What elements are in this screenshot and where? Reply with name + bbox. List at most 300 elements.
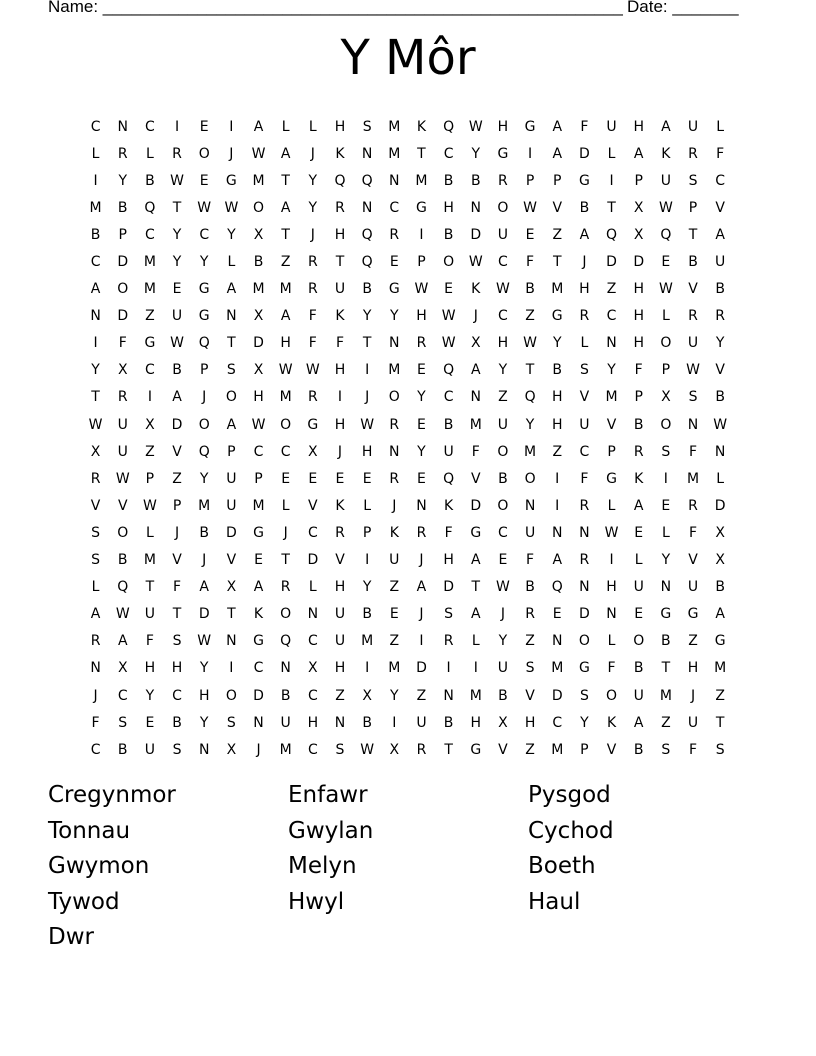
grid-cell: E [335, 470, 345, 487]
grid-cell: S [715, 741, 725, 758]
grid-cell: V [226, 552, 237, 569]
grid-row [82, 547, 734, 574]
grid-cell: J [310, 226, 315, 243]
grid-cell: B [715, 579, 725, 596]
grid-row [82, 384, 734, 411]
grid-cell: A [416, 579, 427, 596]
grid-cell: M [279, 281, 292, 298]
grid-cell: M [198, 497, 211, 514]
grid-cell: K [253, 606, 264, 623]
grid-cell: E [661, 254, 671, 271]
grid-cell: K [335, 145, 345, 162]
grid-cell: Y [227, 226, 236, 243]
grid-cell: F [526, 552, 535, 569]
grid-cell: E [145, 714, 155, 731]
grid-cell: E [634, 606, 644, 623]
grid-cell: U [497, 416, 509, 433]
grid-cell: F [688, 524, 698, 541]
grid-cell: O [443, 254, 455, 271]
grid-cell: C [498, 524, 508, 541]
grid-cell: N [198, 741, 210, 758]
grid-cell: O [253, 199, 265, 216]
grid-cell: U [226, 497, 237, 514]
grid-cell: R [688, 145, 698, 162]
grid-cell: N [606, 606, 617, 623]
grid-cell: A [579, 226, 590, 243]
grid-cell: N [606, 335, 617, 352]
grid-cell: G [578, 660, 590, 677]
grid-cell: N [253, 714, 264, 731]
grid-cell: F [335, 335, 345, 352]
grid-cell: D [253, 335, 264, 352]
grid-cell: K [416, 118, 427, 135]
grid-cell: G [307, 416, 319, 433]
grid-cell: A [470, 552, 481, 569]
grid-cell: H [253, 389, 264, 406]
grid-cell: E [525, 226, 535, 243]
grid-row [82, 221, 734, 248]
grid-cell: V [498, 741, 508, 758]
grid-cell: I [663, 470, 668, 487]
grid-cell: N [90, 308, 101, 325]
grid-cell: X [498, 714, 508, 731]
word-list-item: Melyn [288, 853, 357, 879]
grid-cell: Y [91, 362, 100, 379]
grid-cell: W [251, 416, 266, 433]
grid-cell: E [362, 470, 372, 487]
grid-cell: G [470, 741, 482, 758]
grid-cell: W [197, 633, 212, 650]
grid-cell: R [715, 308, 726, 325]
grid-cell: E [389, 254, 399, 271]
grid-cell: C [443, 389, 454, 406]
grid-cell: T [227, 606, 236, 623]
grid-cell: F [688, 741, 698, 758]
grid-cell: E [254, 552, 263, 569]
grid-cell: J [392, 497, 397, 514]
grid-cell: X [117, 660, 128, 677]
grid-cell: Y [525, 416, 535, 433]
grid-cell: V [117, 497, 128, 514]
grid-cell: W [468, 254, 483, 271]
grid-cell: Q [606, 226, 618, 243]
grid-cell: D [714, 497, 726, 514]
grid-cell: R [335, 524, 345, 541]
grid-cell: O [606, 687, 618, 704]
grid-cell: M [605, 389, 618, 406]
grid-cell: V [606, 416, 617, 433]
grid-cell: I [555, 470, 560, 487]
grid-cell: E [552, 606, 562, 623]
grid-cell: C [715, 172, 726, 189]
grid-cell: S [172, 633, 182, 650]
grid-cell: Z [416, 687, 427, 704]
grid-cell: U [280, 714, 291, 731]
grid-cell: D [443, 579, 454, 596]
grid-cell: Z [688, 633, 698, 650]
name-field-label: Name: _______________________________________________________ [48, 0, 623, 16]
grid-cell: P [525, 172, 535, 189]
grid-cell: L [308, 579, 317, 596]
grid-cell: G [253, 524, 264, 541]
grid-cell: R [416, 335, 427, 352]
grid-cell: I [528, 145, 533, 162]
grid-cell: V [90, 497, 101, 514]
grid-cell: X [715, 524, 725, 541]
grid-cell: P [634, 172, 643, 189]
grid-cell: C [172, 687, 182, 704]
grid-cell: N [307, 606, 319, 623]
grid-cell: I [337, 389, 343, 406]
grid-row [82, 709, 734, 736]
grid-cell: U [117, 416, 128, 433]
grid-cell: B [633, 741, 644, 758]
grid-row [82, 248, 734, 275]
grid-cell: N [226, 633, 237, 650]
grid-cell: B [145, 172, 155, 189]
grid-cell: L [716, 470, 725, 487]
grid-row [82, 140, 734, 167]
grid-cell: B [362, 606, 372, 623]
grid-cell: S [579, 362, 589, 379]
grid-cell: W [360, 416, 375, 433]
grid-cell: H [334, 660, 346, 677]
grid-cell: E [444, 281, 454, 298]
grid-cell: L [91, 579, 100, 596]
grid-cell: D [117, 254, 129, 271]
grid-cell: S [688, 172, 698, 189]
grid-cell: Y [471, 145, 481, 162]
grid-cell: W [414, 281, 429, 298]
grid-cell: X [661, 389, 671, 406]
grid-cell: O [497, 199, 509, 216]
word-list-item: Pysgod [528, 782, 611, 808]
grid-cell: T [525, 362, 535, 379]
grid-cell: B [443, 416, 454, 433]
grid-cell: G [253, 633, 264, 650]
grid-cell: Q [524, 389, 536, 406]
grid-cell: Q [334, 172, 346, 189]
grid-cell: W [224, 199, 239, 216]
grid-cell: F [634, 362, 643, 379]
grid-cell: Q [280, 633, 292, 650]
grid-cell: I [419, 226, 424, 243]
grid-cell: Q [443, 362, 455, 379]
grid-cell: M [551, 660, 564, 677]
grid-cell: M [388, 145, 401, 162]
grid-cell: A [552, 552, 563, 569]
grid-cell: B [552, 362, 563, 379]
grid-cell: B [579, 199, 590, 216]
grid-cell: K [335, 308, 345, 325]
grid-cell: B [525, 281, 535, 298]
grid-cell: R [117, 389, 128, 406]
grid-cell: P [607, 443, 616, 460]
grid-cell: T [281, 552, 290, 569]
grid-cell: L [607, 633, 616, 650]
word-list-item: Gwymon [48, 853, 150, 879]
grid-cell: V [335, 552, 345, 569]
grid-cell: X [389, 741, 400, 758]
grid-cell: N [443, 687, 454, 704]
grid-cell: T [688, 226, 698, 243]
grid-cell: J [174, 524, 180, 541]
grid-cell: U [497, 226, 509, 243]
grid-cell: W [496, 579, 510, 596]
grid-cell: K [634, 470, 644, 487]
grid-cell: W [713, 416, 728, 433]
grid-cell: B [199, 524, 209, 541]
grid-cell: N [361, 199, 373, 216]
grid-cell: Z [335, 687, 345, 704]
grid-cell: M [659, 687, 672, 704]
grid-row [82, 628, 734, 655]
grid-row [82, 357, 734, 384]
grid-cell: M [686, 470, 700, 487]
grid-cell: L [281, 497, 290, 514]
grid-cell: Q [117, 579, 129, 596]
grid-cell: H [361, 443, 373, 460]
grid-cell: V [172, 443, 182, 460]
grid-cell: P [661, 362, 671, 379]
grid-cell: B [715, 281, 725, 298]
grid-cell: N [579, 579, 590, 596]
grid-cell: B [661, 633, 671, 650]
grid-cell: H [579, 281, 590, 298]
grid-cell: S [661, 741, 671, 758]
word-list-item: Haul [528, 888, 581, 915]
grid-cell: A [199, 579, 209, 596]
grid-cell: Y [607, 362, 616, 379]
grid-cell: R [307, 254, 318, 271]
grid-cell: H [606, 579, 617, 596]
grid-cell: W [496, 281, 510, 298]
grid-cell: Y [390, 308, 399, 325]
grid-cell: G [578, 172, 590, 189]
grid-cell: G [144, 335, 156, 352]
grid-cell: C [145, 226, 155, 243]
grid-cell: A [226, 416, 237, 433]
grid-cell: R [416, 741, 427, 758]
grid-cell: Y [580, 714, 589, 731]
grid-cell: B [688, 254, 698, 271]
grid-cell: N [551, 524, 563, 541]
grid-cell: P [118, 226, 127, 243]
grid-cell: S [91, 552, 101, 569]
grid-cell: Y [661, 552, 671, 569]
grid-cell: R [579, 497, 590, 514]
grid-cell: S [335, 741, 345, 758]
grid-cell: T [227, 335, 236, 352]
grid-cell: E [199, 118, 209, 135]
grid-cell: Y [172, 226, 182, 243]
grid-cell: G [524, 118, 536, 135]
grid-cell: V [552, 199, 563, 216]
grid-cell: U [687, 579, 699, 596]
grid-cell: P [199, 362, 209, 379]
grid-cell: T [172, 606, 182, 623]
grid-cell: H [334, 579, 346, 596]
grid-cell: E [417, 362, 426, 379]
grid-cell: N [280, 660, 291, 677]
grid-cell: L [661, 524, 670, 541]
grid-cell: N [551, 633, 563, 650]
grid-cell: J [582, 254, 587, 271]
grid-cell: Y [552, 335, 562, 352]
grid-cell: Z [715, 687, 725, 704]
word-list-item: Dwr [48, 924, 94, 950]
grid-cell: R [117, 145, 128, 162]
grid-row [82, 736, 734, 763]
grid-cell: M [143, 281, 156, 298]
grid-cell: F [471, 443, 480, 460]
letter-grid [82, 113, 734, 763]
grid-cell: A [226, 281, 237, 298]
grid-cell: I [229, 118, 234, 135]
grid-cell: P [688, 199, 698, 216]
grid-cell: N [226, 308, 237, 325]
grid-cell: L [634, 552, 643, 569]
word-list-item: Hwyl [288, 888, 345, 915]
grid-cell: C [552, 714, 563, 731]
grid-cell: J [310, 145, 315, 162]
grid-cell: A [470, 606, 481, 623]
grid-cell: T [281, 172, 290, 189]
grid-cell: F [118, 335, 127, 352]
grid-row [82, 276, 734, 303]
grid-cell: W [658, 199, 673, 216]
grid-cell: O [497, 497, 509, 514]
grid-cell: S [444, 606, 454, 623]
grid-cell: Q [198, 443, 210, 460]
grid-cell: H [497, 335, 509, 352]
grid-cell: N [389, 443, 400, 460]
grid-cell: C [606, 308, 617, 325]
grid-cell: X [226, 579, 237, 596]
grid-cell: O [578, 633, 590, 650]
grid-cell: F [173, 579, 182, 596]
grid-cell: Q [361, 226, 373, 243]
grid-cell: L [716, 118, 725, 135]
grid-cell: S [226, 714, 236, 731]
grid-cell: O [225, 389, 237, 406]
grid-cell: Z [606, 281, 617, 298]
grid-cell: A [280, 145, 291, 162]
grid-cell: N [470, 389, 481, 406]
grid-cell: Z [661, 714, 671, 731]
grid-cell: W [170, 335, 184, 352]
grid-cell: T [444, 741, 453, 758]
grid-cell: B [443, 714, 454, 731]
grid-cell: C [253, 660, 264, 677]
grid-cell: F [444, 524, 453, 541]
grid-cell: X [633, 199, 644, 216]
grid-cell: V [715, 199, 725, 216]
grid-cell: L [281, 118, 290, 135]
grid-cell: W [115, 606, 130, 623]
grid-cell: I [609, 552, 614, 569]
word-list-item: Boeth [528, 853, 596, 879]
grid-cell: T [417, 145, 426, 162]
word-list-item: Gwylan [288, 817, 374, 844]
grid-cell: M [279, 389, 292, 406]
grid-cell: O [280, 416, 292, 433]
grid-cell: Q [443, 470, 455, 487]
word-list-item: Tonnau [48, 817, 131, 844]
grid-cell: E [281, 470, 291, 487]
grid-cell: M [714, 660, 727, 677]
grid-cell: B [117, 741, 128, 758]
grid-cell: Z [525, 633, 535, 650]
grid-cell: U [144, 606, 156, 623]
grid-cell: U [524, 524, 536, 541]
grid-row [82, 655, 734, 682]
grid-cell: Y [362, 579, 372, 596]
grid-cell: N [416, 497, 427, 514]
grid-cell: U [144, 741, 156, 758]
grid-cell: J [93, 687, 98, 704]
grid-cell: D [307, 552, 319, 569]
grid-cell: P [172, 497, 182, 514]
grid-cell: I [392, 714, 397, 731]
grid-cell: W [441, 308, 456, 325]
grid-cell: L [580, 335, 589, 352]
grid-cell: C [90, 118, 101, 135]
grid-cell: D [470, 497, 482, 514]
grid-cell: E [498, 552, 508, 569]
grid-cell: Z [145, 308, 155, 325]
grid-cell: U [416, 714, 427, 731]
grid-cell: H [334, 416, 346, 433]
grid-cell: M [361, 633, 374, 650]
grid-cell: B [172, 362, 182, 379]
grid-cell: R [90, 470, 101, 487]
grid-cell: L [607, 145, 616, 162]
grid-row [82, 574, 734, 601]
grid-cell: H [633, 335, 644, 352]
grid-cell: V [688, 281, 698, 298]
grid-cell: R [416, 524, 427, 541]
grid-cell: D [633, 254, 645, 271]
grid-cell: N [361, 145, 373, 162]
grid-cell: R [633, 443, 644, 460]
grid-cell: O [497, 443, 509, 460]
grid-cell: M [252, 172, 265, 189]
grid-cell: X [253, 362, 264, 379]
grid-cell: B [498, 470, 508, 487]
grid-cell: W [305, 362, 320, 379]
grid-cell: U [334, 606, 346, 623]
grid-cell: C [280, 443, 291, 460]
grid-cell: P [553, 172, 562, 189]
grid-cell: Z [389, 633, 400, 650]
grid-row [82, 519, 734, 546]
grid-cell: H [524, 714, 536, 731]
grid-cell: T [715, 714, 725, 731]
grid-row [82, 194, 734, 221]
grid-cell: I [174, 118, 180, 135]
grid-row [82, 601, 734, 628]
grid-cell: O [633, 633, 645, 650]
grid-cell: B [443, 172, 454, 189]
grid-cell: C [199, 226, 210, 243]
grid-row [82, 465, 734, 492]
grid-row [82, 492, 734, 519]
grid-cell: A [90, 281, 101, 298]
grid-cell: G [687, 606, 699, 623]
grid-cell: A [90, 606, 101, 623]
grid-cell: G [714, 633, 726, 650]
